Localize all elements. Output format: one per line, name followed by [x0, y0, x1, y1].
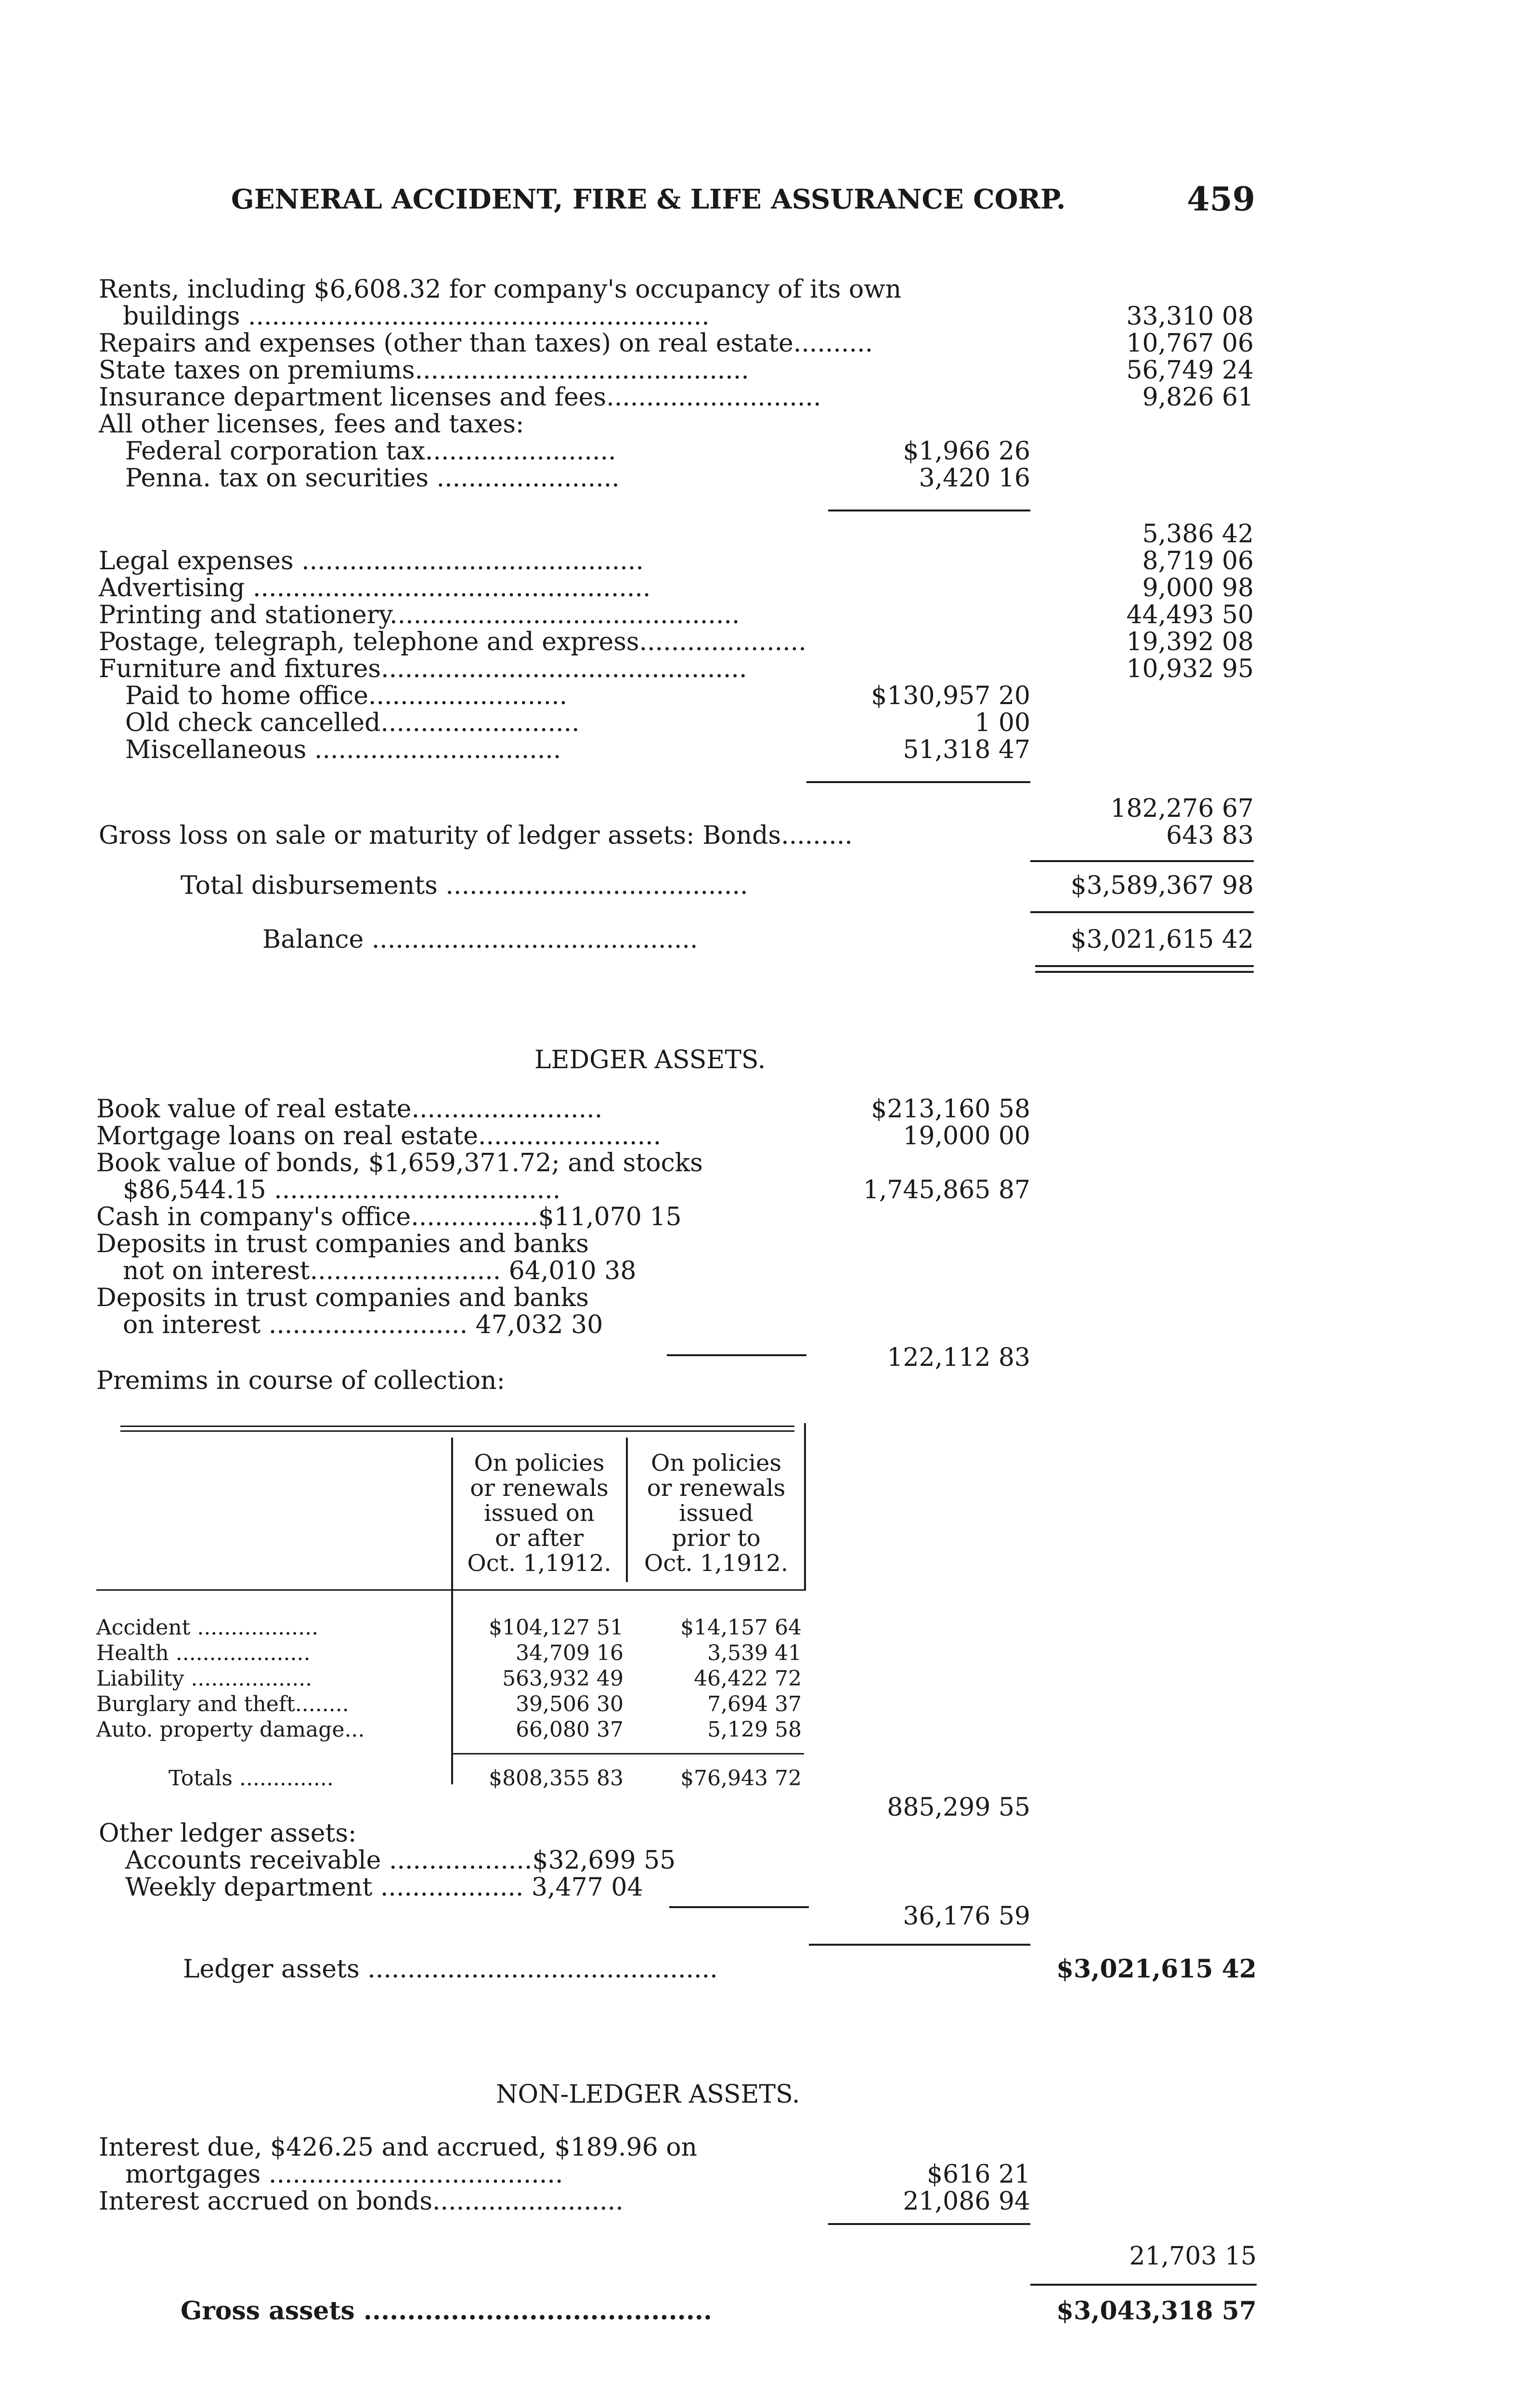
totals-row: Totals .............. [169, 1766, 334, 1791]
gross-assets-line: Gross assets ........................................ [181, 2296, 713, 2326]
total-disbursements-line: Total disbursements ...................................... [181, 871, 748, 900]
interest-line-1: Interest due, $426.25 and accrued, $189.96 on [99, 2133, 697, 2162]
ledger-assets-value: $3,021,615 42 [1056, 1954, 1257, 1984]
furniture-line: Furniture and fixtures.............................................. [99, 654, 747, 683]
deposits2-line-2: on interest ......................... 47,032 30 [123, 1310, 603, 1339]
federal-tax-value: $1,966 26 [903, 437, 1030, 466]
table-header-rule [96, 1589, 806, 1591]
table-cell: 39,506 30 [516, 1692, 624, 1716]
other-licenses-line: All other licenses, fees and taxes: [99, 410, 524, 439]
state-taxes-value: 56,749 24 [1126, 356, 1254, 385]
double-rule [1035, 971, 1254, 973]
repairs-line: Repairs and expenses (other than taxes) on real estate.......... [99, 329, 873, 358]
receivable-line: Accounts receivable ..................$32,699 55 [125, 1846, 676, 1875]
premiums-total: 885,299 55 [887, 1793, 1030, 1822]
cash-line: Cash in company's office................$11,070 15 [96, 1203, 682, 1231]
table-cell: 563,932 49 [502, 1666, 624, 1691]
running-head: GENERAL ACCIDENT, FIRE & LIFE ASSURANCE CORP. [231, 183, 1066, 215]
table-row: Auto. property damage... [96, 1717, 365, 1742]
misc-line: Miscellaneous ............................... [125, 735, 561, 764]
other-total: 36,176 59 [903, 1902, 1030, 1931]
bonds-interest-value: 21,086 94 [903, 2187, 1030, 2216]
ledger-heading: LEDGER ASSETS. [534, 1046, 766, 1074]
bonds-value: 1,745,865 87 [863, 1176, 1030, 1204]
subtotal-rule [667, 1354, 806, 1356]
totals-rule [453, 1753, 804, 1754]
printing-line: Printing and stationery............................................ [99, 601, 740, 629]
total-rule [1030, 860, 1254, 862]
nonledger-subtotal: 21,703 15 [1129, 2242, 1257, 2271]
total-disbursements-value: $3,589,367 98 [1070, 871, 1254, 900]
old-check-value: 1 00 [974, 708, 1030, 737]
subtotal-rule [828, 2223, 1030, 2225]
rents-line-1: Rents, including $6,608.32 for company's occupancy of its own [99, 275, 902, 304]
premiums-label: Premims in course of collection: [96, 1366, 506, 1395]
nonledger-heading: NON-LEDGER ASSETS. [496, 2080, 800, 2109]
gross-loss-value: 643 83 [1166, 821, 1254, 850]
legal-value: 8,719 06 [1142, 547, 1254, 576]
penna-tax-line: Penna. tax on securities ....................... [125, 464, 620, 493]
legal-line: Legal expenses ........................................... [99, 547, 644, 576]
table-cell: 5,129 58 [707, 1717, 802, 1742]
table-rule [120, 1426, 794, 1427]
mortgage-value: 19,000 00 [903, 1122, 1030, 1151]
postage-line: Postage, telegraph, telephone and express..................... [99, 628, 806, 656]
deposits2-line-1: Deposits in trust companies and banks [96, 1283, 589, 1312]
gross-loss-line: Gross loss on sale or maturity of ledger assets: Bonds......... [99, 821, 853, 850]
advertising-line: Advertising .................................................. [99, 574, 651, 602]
page-number: 459 [1187, 180, 1255, 219]
other-ledger-label: Other ledger assets: [99, 1819, 357, 1848]
double-rule [1035, 965, 1254, 967]
table-cell: 66,080 37 [516, 1717, 624, 1742]
mortgage-line: Mortgage loans on real estate....................... [96, 1122, 662, 1151]
licenses-total: 5,386 42 [1142, 520, 1254, 549]
penna-tax-value: 3,420 16 [919, 464, 1030, 493]
federal-tax-line: Federal corporation tax........................ [125, 437, 616, 466]
table-row: Burglary and theft........ [96, 1692, 349, 1716]
balance-value: $3,021,615 42 [1070, 925, 1254, 954]
deposits1-line-1: Deposits in trust companies and banks [96, 1230, 589, 1258]
insurance-fees-line: Insurance department licenses and fees........................... [99, 383, 821, 412]
ledger-assets-line: Ledger assets ............................................ [183, 1955, 718, 1984]
bonds-interest-line: Interest accrued on bonds........................ [99, 2187, 624, 2216]
col-header-after: On policies or renewals issued on or after Oct. 1,1912. [467, 1450, 611, 1577]
col-divider [626, 1438, 628, 1582]
deposits1-line-2: not on interest........................ 64,010 38 [123, 1256, 637, 1285]
table-cell: 7,694 37 [707, 1692, 802, 1716]
interest-value: $616 21 [926, 2160, 1030, 2189]
cash-total: 122,112 83 [887, 1343, 1030, 1372]
furniture-value: 10,932 95 [1126, 654, 1254, 683]
real-estate-line: Book value of real estate........................ [96, 1095, 603, 1124]
insurance-fees-value: 9,826 61 [1142, 383, 1254, 412]
table-cell: $104,127 51 [489, 1615, 624, 1640]
table-row: Liability .................. [96, 1666, 312, 1691]
old-check-line: Old check cancelled......................... [125, 708, 580, 737]
subtotal-rule [806, 781, 1030, 783]
home-office-value: $130,957 20 [871, 681, 1030, 710]
weekly-line: Weekly department .................. 3,477 04 [125, 1873, 643, 1902]
home-office-line: Paid to home office......................... [125, 681, 568, 710]
table-row: Accident .................. [96, 1615, 319, 1640]
ledger-rule [809, 1944, 1030, 1946]
subtotal-rule [669, 1906, 809, 1908]
table-row: Health .................... [96, 1641, 311, 1665]
totals-after: $808,355 83 [489, 1766, 624, 1791]
table-cell: 46,422 72 [694, 1666, 802, 1691]
table-cell: $14,157 64 [680, 1615, 802, 1640]
rents-value: 33,310 08 [1126, 302, 1254, 331]
advertising-value: 9,000 98 [1142, 574, 1254, 602]
subtotal-rule [828, 510, 1030, 511]
rents-line-2: buildings .......................................................... [123, 302, 710, 331]
balance-rule [1030, 911, 1254, 913]
table-cell: 3,539 41 [707, 1641, 802, 1665]
table-cell: 34,709 16 [516, 1641, 624, 1665]
table-edge [804, 1423, 806, 1589]
misc-value: 51,318 47 [903, 735, 1030, 764]
bonds-line-2: $86,544.15 .................................... [123, 1176, 561, 1204]
repairs-value: 10,767 06 [1126, 329, 1254, 358]
misc-total: 182,276 67 [1110, 794, 1254, 823]
real-estate-value: $213,160 58 [871, 1095, 1030, 1124]
postage-value: 19,392 08 [1126, 628, 1254, 656]
totals-prior: $76,943 72 [680, 1766, 802, 1791]
interest-line-2: mortgages ..................................... [125, 2160, 563, 2189]
col-header-prior: On policies or renewals issued prior to Oct. 1,1912. [644, 1450, 789, 1577]
printing-value: 44,493 50 [1126, 601, 1254, 629]
bonds-line-1: Book value of bonds, $1,659,371.72; and stocks [96, 1149, 703, 1178]
gross-assets-value: $3,043,318 57 [1056, 2296, 1257, 2326]
table-rule [120, 1430, 794, 1432]
gross-rule [1030, 2284, 1257, 2286]
state-taxes-line: State taxes on premiums.......................................... [99, 356, 749, 385]
balance-line: Balance ......................................... [262, 925, 698, 954]
